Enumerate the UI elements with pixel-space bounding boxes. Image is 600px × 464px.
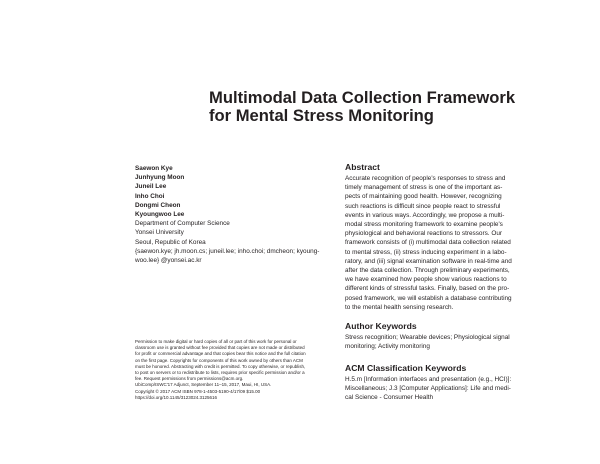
permission-line: Copyright © 2017 ACM ISBN 978-1-4503-5190-4/17/09 $15.00 — [135, 388, 261, 394]
affiliation-line: Yonsei University — [135, 229, 184, 237]
email-line: woo.lee} @yonsei.ac.kr — [135, 257, 202, 265]
permission-line: for profit or commercial advantage and that copies bear this notice and the full citation — [135, 351, 306, 357]
permission-line: Permission to make digital or hard copies of all or part of this work for personal or — [135, 339, 297, 344]
abstract-line: to the mental health sensing research. — [345, 303, 454, 311]
abstract-text — [345, 174, 560, 312]
paper-title — [209, 88, 516, 125]
author-name: Saewon Kye — [135, 165, 173, 172]
author-block — [135, 164, 335, 265]
abstract-line: we have examined how people show various reactions to — [345, 276, 507, 284]
abstract-line: ratory, and (iii) signal examination software in real-time and — [345, 257, 512, 265]
author-keywords-text — [345, 333, 560, 351]
author-keywords-heading: Author Keywords — [345, 321, 417, 331]
abstract-line: modal stress monitoring framework to examine people's — [345, 221, 503, 229]
keywords-line: Stress recognition; Wearable devices; Physiological signal — [345, 334, 510, 341]
doi-link[interactable]: https://doi.org/10.1145/3123024.3125616 — [135, 394, 217, 400]
abstract-line: events in various ways. Accordingly, we propose a multi- — [345, 211, 505, 219]
abstract-line: such reactions is difficult since people react to stressful — [345, 202, 501, 210]
classification-line: cal Science - Consumer Health — [345, 394, 434, 402]
title-line: for Mental Stress Monitoring — [209, 106, 434, 125]
author-name: Juneil Lee — [135, 183, 167, 191]
abstract-heading: Abstract — [345, 162, 380, 172]
permission-line: UbiComp/ISWC'17 Adjunct, September 11–15, 2017, Maui, HI, USA. — [135, 382, 272, 388]
author-name: Inho Choi — [135, 192, 165, 200]
classification-line: H.5.m [Information interfaces and presentation (e.g., HCI)]: — [345, 376, 512, 383]
permission-line: on the first page. Copyrights for components of this work owned by others than ACM — [135, 357, 303, 363]
abstract-line: physiological and behavioral reactions to stressors. Our — [345, 230, 503, 238]
affiliation-line: Seoul, Republic of Korea — [135, 238, 206, 246]
keywords-line: monitoring; Activity monitoring — [345, 343, 430, 351]
permission-line: classroom use is granted without fee provided that copies are not made or distributed — [135, 345, 305, 351]
author-name: Dongmi Cheon — [135, 201, 181, 209]
acm-classification-heading: ACM Classification Keywords — [345, 363, 467, 373]
permission-line: to post on servers or to redistribute to lists, requires prior specific permission and/or a — [135, 370, 305, 376]
abstract-line: different kinds of stressful tasks. Finally, based on the pro- — [345, 285, 510, 293]
abstract-line: timely management of stress is one of the important as- — [345, 184, 503, 192]
abstract-line: Accurate recognition of people's responses to stress and — [345, 175, 506, 182]
abstract-line: pects of maintaining good health. However, recognizing — [345, 193, 502, 201]
permission-line: must be honored. Abstracting with credit is permitted. To copy otherwise, or republish, — [135, 363, 306, 369]
abstract-line: posed framework, we will establish a database contributing — [345, 294, 512, 302]
author-name: Junhyung Moon — [135, 174, 185, 182]
affiliation-line: Department of Computer Science — [135, 220, 230, 228]
email-line: {saewon.kye; jh.moon.cs; juneil.lee; inho.choi; dmcheon; kyoung- — [135, 247, 320, 255]
abstract-line: framework consists of (i) multimodal data collection related — [345, 239, 511, 247]
acm-classification-text — [345, 375, 560, 403]
abstract-line: after the data collection. Through preliminary experiments, — [345, 267, 510, 275]
classification-line: Miscellaneous; J.3 [Computer Applications]: Life and medi- — [345, 385, 511, 393]
abstract-line: to mental stress, (ii) stress inducing experiment in a labo- — [345, 248, 507, 256]
permission-line: fee. Request permissions from permissions@acm.org. — [135, 376, 244, 382]
title-line: Multimodal Data Collection Framework — [209, 88, 516, 107]
author-name: Kyoungwoo Lee — [135, 211, 185, 219]
permission-notice — [135, 339, 331, 401]
